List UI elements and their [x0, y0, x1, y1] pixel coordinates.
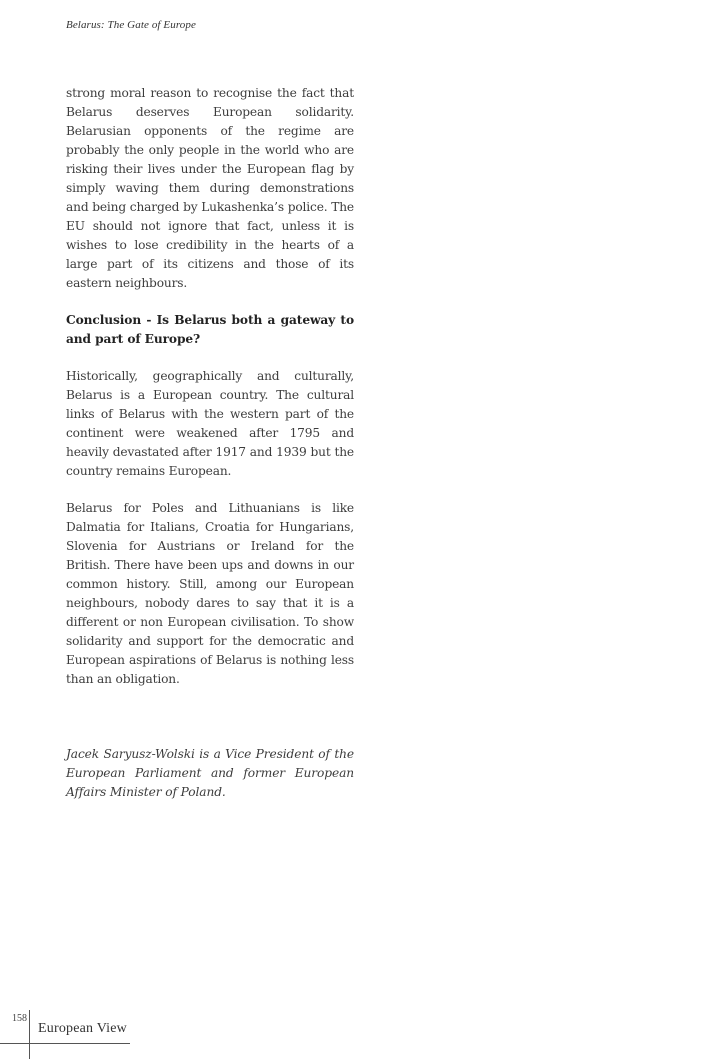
footer-horizontal-rule: [0, 1043, 130, 1044]
paragraph-spacer: [66, 293, 354, 311]
body-paragraph: Historically, geographically and culturally, Belarus is a European country. The cultural links of Belarus with the western part of the continent were weakened after 1795 and heavily devastated after 1917 and 1939 but the country remains European.: [66, 369, 354, 478]
paragraph-spacer: [66, 349, 354, 367]
footer-publication-title: European View: [38, 1021, 127, 1036]
section-heading: Conclusion - Is Belarus both a gateway to and part of Europe?: [66, 313, 354, 346]
running-header: Belarus: The Gate of Europe: [66, 19, 196, 31]
paragraph-spacer: [66, 481, 354, 499]
author-bio: Jacek Saryusz-Wolski is a Vice President of the European Parliament and former European Affairs Minister of Poland.: [66, 747, 354, 799]
page-number: 158: [12, 1013, 27, 1024]
footer-vertical-rule: [29, 1010, 30, 1059]
body-paragraph: strong moral reason to recognise the fact that Belarus deserves European solidarity. Belarusian opponents of the regime are probably the only people in the world who are risking their lives under the European flag by simply waving them during demonstrations and being charged by Lukashenka’s police. The EU should not ignore that fact, unless it is wishes to lose credibility in the hearts of a large part of its citizens and those of its eastern neighbours.: [66, 86, 354, 290]
paragraph-spacer: [66, 689, 354, 745]
body-paragraph: Belarus for Poles and Lithuanians is like Dalmatia for Italians, Croatia for Hungarians, Slovenia for Austrians or Ireland for the British. There have been ups and downs in our common history. Still, among our European neighbours, nobody dares to say that it is a different or non European civilisation. To show solidarity and support for the democratic and European aspirations of Belarus is nothing less than an obligation.: [66, 501, 354, 686]
article-column: [66, 84, 354, 802]
